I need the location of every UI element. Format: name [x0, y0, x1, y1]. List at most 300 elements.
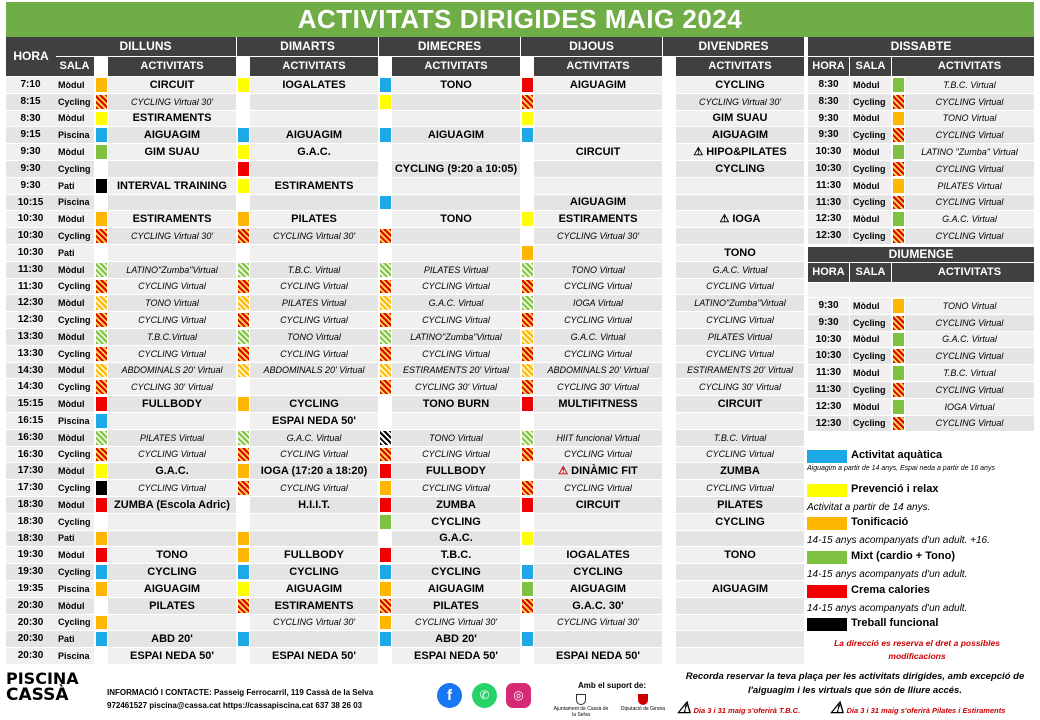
category-swatch: [96, 212, 107, 226]
category-swatch: [522, 565, 533, 579]
category-swatch: [522, 515, 533, 529]
activity-name: CIRCUIT: [717, 398, 763, 410]
room-cell: Mòdul: [850, 365, 891, 381]
category-swatch: [238, 431, 249, 445]
activity-name: AIGUAGIM: [569, 79, 627, 91]
category-swatch: [522, 548, 533, 562]
activity-cell: [108, 245, 236, 261]
category-swatch: [96, 565, 107, 579]
activity-cell: [676, 111, 804, 126]
activity-name: CYCLING Virtual: [706, 349, 774, 359]
activity-cell: CYCLING Virtual: [905, 161, 1034, 177]
activity-name: CYCLING Virtual: [564, 483, 632, 493]
time-cell: 17:30: [6, 480, 55, 496]
activity-name: ESTIRAMENTS 20' Virtual: [402, 365, 510, 375]
activity-name: CYCLING: [431, 516, 481, 528]
category-swatch: [238, 548, 249, 562]
room-cell: Piscina: [55, 413, 94, 429]
time-cell: 10:30: [808, 332, 849, 347]
activity-cell: [676, 144, 804, 160]
activity-cell: [392, 463, 520, 479]
activity-cell: [534, 144, 662, 160]
category-swatch: [664, 246, 675, 260]
category-swatch: [664, 414, 675, 428]
category-swatch: [664, 145, 675, 159]
category-swatch: [96, 498, 107, 512]
category-swatch: [522, 364, 533, 377]
time-cell: 20:30: [6, 648, 55, 664]
time-cell: 9:30: [808, 315, 849, 331]
category-swatch: [522, 414, 533, 428]
category-swatch: [664, 364, 675, 377]
activity-name: AIGUAGIM: [569, 583, 627, 595]
activity-cell: [108, 178, 236, 194]
activity-cell: LATINO "Zumba" Virtual: [905, 144, 1034, 160]
activity-cell: [392, 497, 520, 513]
activity-cell: [108, 564, 236, 580]
activity-cell: [534, 531, 662, 546]
category-swatch: [664, 296, 675, 310]
category-swatch: [96, 263, 107, 277]
category-swatch: [522, 498, 533, 512]
sala-header: SALA: [850, 263, 891, 282]
activity-cell: [108, 514, 236, 530]
disclaimer: La direcció es reserva el dret a possibles modificacions: [834, 638, 1000, 661]
room-cell: Cycling: [850, 228, 891, 244]
activity-name: ESPAI NEDA 50': [130, 650, 214, 662]
activity-cell: [392, 329, 520, 345]
activity-cell: [250, 379, 378, 395]
facebook-icon[interactable]: f: [437, 683, 462, 708]
category-swatch: [96, 196, 107, 209]
time-cell: 11:30: [6, 262, 55, 278]
category-swatch: [238, 599, 249, 613]
time-cell: 13:30: [6, 346, 55, 362]
category-swatch: [522, 464, 533, 478]
category-swatch: [893, 212, 904, 226]
activity-name: ABD 20': [435, 633, 477, 645]
activity-cell: [108, 648, 236, 664]
spacer-row: [808, 283, 1034, 297]
activity-cell: [108, 463, 236, 479]
activity-name: ESPAI NEDA 50': [414, 650, 498, 662]
category-swatch: [664, 313, 675, 327]
activity-cell: [676, 195, 804, 210]
category-swatch: [664, 498, 675, 512]
activity-cell: [250, 228, 378, 244]
category-swatch: [96, 649, 107, 663]
category-swatch: [893, 333, 904, 346]
category-swatch: [522, 112, 533, 125]
category-swatch: [893, 383, 904, 397]
time-cell: 8:15: [6, 94, 55, 110]
activity-cell: [108, 615, 236, 630]
category-swatch: [238, 263, 249, 277]
activity-cell: [108, 329, 236, 345]
activity-name: TONO: [724, 549, 756, 561]
room-cell: Cycling: [55, 279, 94, 294]
activity-cell: [392, 312, 520, 328]
activity-cell: [534, 346, 662, 362]
time-cell: 10:30: [808, 144, 849, 160]
diumenge-header: DIUMENGE: [808, 247, 1034, 262]
category-swatch: [664, 263, 675, 277]
category-swatch: [96, 179, 107, 193]
category-swatch: [380, 532, 391, 545]
activity-name: ESTIRAMENTS: [132, 213, 212, 225]
legend-note: Aiguagim a partir de 14 anys, Espai neda a partir de 16 anys: [807, 465, 995, 472]
category-swatch: [380, 95, 391, 109]
activity-cell: [250, 161, 378, 177]
activity-name: PILATES Virtual: [139, 433, 205, 443]
category-swatch: [238, 246, 249, 260]
activitats-header: ACTIVITATS: [108, 57, 236, 76]
activity-name: CYCLING Virtual: [422, 281, 490, 291]
category-swatch: [893, 112, 904, 125]
activity-cell: [250, 77, 378, 93]
diputacio-crest-icon: [638, 694, 648, 705]
activity-name: AIGUAGIM: [569, 196, 627, 208]
room-cell: Cycling: [850, 127, 891, 143]
activity-cell: [534, 111, 662, 126]
category-swatch: [238, 347, 249, 361]
activity-cell: [250, 396, 378, 412]
category-swatch: [380, 145, 391, 159]
logo: [6, 670, 79, 704]
category-swatch: [380, 498, 391, 512]
activity-name: PILATES Virtual: [707, 332, 773, 342]
activity-name: CYCLING 30' Virtual: [130, 382, 214, 392]
activity-cell: [108, 547, 236, 563]
time-cell: 9:30: [6, 178, 55, 194]
activity-name: CYCLING (9:20 a 10:05): [394, 163, 518, 175]
activity-cell: [392, 127, 520, 143]
category-swatch: [96, 397, 107, 411]
activity-cell: [108, 262, 236, 278]
category-swatch: [238, 95, 249, 109]
activity-cell: [250, 480, 378, 496]
whatsapp-icon[interactable]: ✆: [472, 683, 497, 708]
time-cell: 12:30: [808, 228, 849, 244]
activity-name: CYCLING Virtual: [138, 449, 206, 459]
activity-cell: [676, 312, 804, 328]
category-swatch: [380, 347, 391, 361]
category-swatch: [522, 246, 533, 260]
category-swatch: [238, 364, 249, 377]
legend-label: Treball funcional: [851, 617, 939, 629]
activity-cell: [534, 195, 662, 210]
category-swatch: [96, 481, 107, 495]
activity-name: AIGUAGIM: [711, 583, 769, 595]
category-swatch: [238, 179, 249, 193]
activity-name: CYCLING Virtual: [280, 349, 348, 359]
room-cell: Cycling: [55, 94, 94, 110]
activity-cell: [250, 615, 378, 630]
category-swatch: [522, 632, 533, 646]
category-swatch: [893, 145, 904, 159]
category-swatch: [238, 145, 249, 159]
activitats-header: ACTIVITATS: [392, 57, 520, 76]
time-cell: 10:15: [6, 195, 55, 210]
activity-cell: [250, 195, 378, 210]
day-header-divendres: DIVENDRES: [663, 37, 804, 56]
category-swatch: [238, 397, 249, 411]
activity-name: CYCLING Virtual 30': [556, 231, 640, 241]
activity-cell: [534, 127, 662, 143]
room-cell: Pati: [55, 531, 94, 546]
activity-cell: [534, 295, 662, 311]
category-swatch: [522, 212, 533, 226]
activitats-header: ACTIVITATS: [905, 57, 1034, 76]
category-swatch: [380, 162, 391, 176]
reminder-text: Recorda reservar la teva plaça per les activitats dirigides, amb excepció de l'aiguagim i les virtuals que són de lliure accés.: [685, 671, 1025, 696]
activity-cell: [676, 615, 804, 630]
category-swatch: [522, 649, 533, 663]
activity-cell: [534, 396, 662, 412]
activity-cell: [534, 211, 662, 227]
activity-cell: [676, 346, 804, 362]
category-swatch: [96, 548, 107, 562]
activity-name: AIGUAGIM: [427, 129, 485, 141]
category-swatch: [238, 414, 249, 428]
day-header-dimecres: DIMECRES: [379, 37, 520, 56]
category-swatch: [522, 145, 533, 159]
category-swatch: [96, 78, 107, 92]
category-swatch: [893, 349, 904, 363]
activity-name: TONO Virtual: [287, 332, 341, 342]
dissabte-header: DISSABTE: [808, 37, 1034, 56]
activity-cell: [108, 211, 236, 227]
activity-cell: [108, 497, 236, 513]
category-swatch: [380, 649, 391, 663]
activity-cell: [250, 631, 378, 647]
category-swatch: [238, 380, 249, 394]
activity-cell: [534, 379, 662, 395]
contact-details: 972461527 piscina@cassa.cat https://cassapiscina.cat 637 38 26 03: [107, 701, 363, 710]
category-swatch: [96, 599, 107, 613]
activity-cell: [108, 195, 236, 210]
category-swatch: [380, 364, 391, 377]
activity-name: CYCLING Virtual: [564, 281, 632, 291]
activity-name: CYCLING Virtual: [706, 483, 774, 493]
activity-name: CYCLING Virtual 30': [130, 231, 214, 241]
legend-label: Prevenció i relax: [851, 483, 939, 495]
instagram-icon[interactable]: ◎: [506, 683, 531, 708]
activity-cell: [250, 598, 378, 614]
activity-name: CYCLING Virtual 30': [130, 97, 214, 107]
time-cell: 9:30: [808, 111, 849, 126]
activity-name: ESTIRAMENTS: [132, 112, 212, 124]
category-swatch: [893, 366, 904, 380]
category-swatch: [238, 565, 249, 579]
activity-cell: [676, 547, 804, 563]
activity-name: CYCLING Virtual: [280, 449, 348, 459]
category-swatch: [522, 582, 533, 596]
activity-cell: [392, 195, 520, 210]
activity-cell: [392, 413, 520, 429]
activity-name: TONO: [724, 247, 756, 259]
activity-name: G.A.C.: [155, 465, 189, 477]
activity-cell: CYCLING Virtual: [905, 315, 1034, 331]
activity-cell: [108, 111, 236, 126]
activity-cell: [392, 363, 520, 378]
category-swatch: [96, 414, 107, 428]
category-swatch: [238, 481, 249, 495]
activity-cell: [676, 329, 804, 345]
warning-icon: ⚠: [677, 700, 692, 717]
activity-name: G.A.C. Virtual: [712, 265, 768, 275]
time-cell: 13:30: [6, 329, 55, 345]
category-swatch: [893, 128, 904, 142]
activity-cell: IOGA Virtual: [905, 399, 1034, 415]
category-swatch: [664, 515, 675, 529]
activity-name: AIGUAGIM: [427, 583, 485, 595]
category-swatch: [238, 649, 249, 663]
activity-name: TONO: [440, 79, 472, 91]
activity-name: CYCLING Virtual: [422, 315, 490, 325]
activity-name: CYCLING Virtual: [564, 349, 632, 359]
room-cell: Cycling: [55, 312, 94, 328]
category-swatch: [238, 78, 249, 92]
time-cell: 19:30: [6, 547, 55, 563]
activity-name: HIPO&PILATES: [706, 146, 787, 158]
activity-name: T.B.C. Virtual: [287, 265, 341, 275]
category-swatch: [522, 397, 533, 411]
activity-name: ABD 20': [151, 633, 193, 645]
time-cell: 9:30: [6, 144, 55, 160]
activity-cell: [392, 447, 520, 462]
activity-name: LATINO"Zumba"Virtual: [694, 298, 786, 308]
category-swatch: [238, 632, 249, 646]
activity-cell: [250, 363, 378, 378]
activity-cell: [534, 631, 662, 647]
time-cell: 12:30: [808, 399, 849, 415]
activity-cell: [108, 363, 236, 378]
activity-cell: [392, 547, 520, 563]
activity-cell: [534, 598, 662, 614]
activity-name: T.B.C.: [440, 549, 472, 561]
activity-cell: [534, 463, 662, 479]
time-cell: 10:30: [6, 211, 55, 227]
category-swatch: [522, 347, 533, 361]
activity-cell: [534, 615, 662, 630]
category-swatch: [664, 464, 675, 478]
activity-cell: [250, 245, 378, 261]
activity-cell: [108, 346, 236, 362]
category-swatch: [380, 212, 391, 226]
activity-cell: TONO Virtual: [905, 111, 1034, 126]
room-cell: Mòdul: [55, 598, 94, 614]
activity-cell: T.B.C. Virtual: [905, 77, 1034, 93]
activity-name: CYCLING Virtual: [706, 449, 774, 459]
room-cell: Pati: [55, 245, 94, 261]
room-cell: Cycling: [850, 348, 891, 364]
category-swatch: [664, 128, 675, 142]
activity-cell: [676, 295, 804, 311]
activity-name: CYCLING Virtual: [422, 483, 490, 493]
category-swatch: [96, 112, 107, 125]
activity-cell: [250, 497, 378, 513]
room-cell: Mòdul: [850, 332, 891, 347]
legend-note: 14-15 anys acompanyats d'un adult. +16.: [807, 535, 990, 546]
activity-name: CYCLING Virtual: [280, 483, 348, 493]
activity-name: PILATES: [291, 213, 337, 225]
category-swatch: [380, 296, 391, 310]
legend-swatch-blue: [807, 450, 847, 463]
activity-cell: [676, 77, 804, 93]
room-cell: Cycling: [850, 315, 891, 331]
page-title: ACTIVITATS DIRIGIDES MAIG 2024: [6, 2, 1034, 37]
note-tbc: [677, 698, 800, 718]
activity-name: PILATES Virtual: [423, 265, 489, 275]
activity-cell: [534, 413, 662, 429]
activity-name: AIGUAGIM: [285, 129, 343, 141]
legend-label: Tonificació: [851, 516, 909, 528]
room-cell: Mòdul: [850, 77, 891, 93]
activity-name: CYCLING: [289, 566, 339, 578]
activity-cell: [534, 262, 662, 278]
category-swatch: [96, 162, 107, 176]
activity-cell: [250, 531, 378, 546]
time-cell: 7:10: [6, 77, 55, 93]
category-swatch: [238, 162, 249, 176]
activitats-header: ACTIVITATS: [676, 57, 804, 76]
hora-header: HORA: [808, 263, 849, 282]
category-swatch: [380, 481, 391, 495]
category-swatch: [522, 280, 533, 293]
room-cell: Mòdul: [55, 463, 94, 479]
room-cell: Mòdul: [55, 547, 94, 563]
category-swatch: [96, 364, 107, 377]
room-cell: Mòdul: [850, 298, 891, 314]
activity-name: H.I.I.T.: [298, 499, 330, 511]
time-cell: 15:15: [6, 396, 55, 412]
activity-name: ABDOMINALS 20' Virtual: [121, 365, 223, 375]
category-swatch: [664, 616, 675, 629]
activity-name: G.A.C. Virtual: [286, 433, 342, 443]
category-swatch: [522, 296, 533, 310]
time-cell: 20:30: [6, 631, 55, 647]
activity-cell: CYCLING Virtual: [905, 94, 1034, 110]
room-cell: Cycling: [55, 514, 94, 530]
sala-header: SALA: [850, 57, 891, 76]
category-swatch: [96, 145, 107, 159]
room-cell: Mòdul: [55, 430, 94, 446]
activity-cell: [392, 631, 520, 647]
category-swatch: [664, 599, 675, 613]
activity-cell: [392, 144, 520, 160]
room-cell: Cycling: [55, 447, 94, 462]
activity-name: CYCLING Virtual: [280, 281, 348, 291]
activity-name: CYCLING 30' Virtual: [556, 382, 640, 392]
activity-cell: [250, 312, 378, 328]
category-swatch: [96, 532, 107, 545]
category-swatch: [664, 649, 675, 663]
activity-cell: [676, 363, 804, 378]
time-cell: 8:30: [6, 111, 55, 126]
activity-name: ESTIRAMENTS: [558, 213, 638, 225]
room-cell: Mòdul: [55, 77, 94, 93]
activity-name: DINÀMIC FIT: [571, 465, 638, 477]
activity-name: TONO Virtual: [429, 433, 483, 443]
activity-cell: CYCLING Virtual: [905, 382, 1034, 398]
activity-cell: [250, 178, 378, 194]
time-cell: 14:30: [6, 363, 55, 378]
activity-cell: [676, 161, 804, 177]
time-cell: 11:30: [808, 195, 849, 210]
time-cell: 10:30: [808, 348, 849, 364]
room-cell: Cycling: [850, 161, 891, 177]
